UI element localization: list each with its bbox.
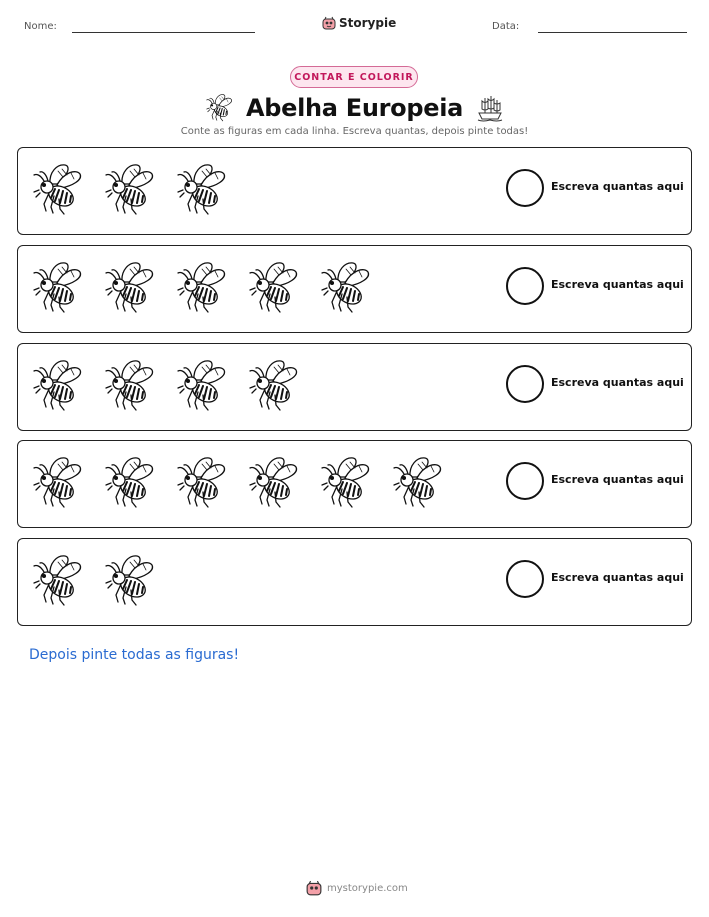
bee-icon[interactable] bbox=[318, 455, 372, 511]
bee-icon[interactable] bbox=[174, 358, 228, 414]
bee-icon[interactable] bbox=[174, 162, 228, 218]
footer-note: Depois pinte todas as figuras! bbox=[29, 647, 240, 663]
site-footer bbox=[306, 879, 408, 897]
bee-icon[interactable] bbox=[102, 260, 156, 316]
answer-circle[interactable] bbox=[506, 267, 544, 305]
answer-circle[interactable] bbox=[506, 169, 544, 207]
bee-group bbox=[30, 162, 246, 218]
answer-label: Escreva quantas aqui bbox=[551, 376, 684, 389]
title-row bbox=[0, 90, 709, 126]
bee-icon[interactable] bbox=[30, 553, 84, 609]
bee-icon[interactable] bbox=[246, 455, 300, 511]
storypie-logo-icon bbox=[322, 16, 336, 30]
page-title: Abelha Europeia bbox=[245, 94, 464, 122]
counting-row bbox=[17, 538, 692, 626]
site-url: mystorypie.com bbox=[327, 882, 408, 894]
name-label: Nome: bbox=[24, 21, 57, 32]
bee-icon[interactable] bbox=[102, 553, 156, 609]
counting-row bbox=[17, 440, 692, 528]
bee-icon[interactable] bbox=[246, 358, 300, 414]
bee-icon[interactable] bbox=[102, 162, 156, 218]
answer-circle[interactable] bbox=[506, 365, 544, 403]
answer-circle[interactable] bbox=[506, 560, 544, 598]
storypie-logo-icon bbox=[306, 880, 322, 896]
bee-group bbox=[30, 358, 318, 414]
bee-group bbox=[30, 553, 174, 609]
bee-icon[interactable] bbox=[174, 455, 228, 511]
instructions: Conte as figuras em cada linha. Escreva quantas, depois pinte todas! bbox=[180, 126, 529, 137]
ship-icon bbox=[475, 93, 505, 123]
name-line[interactable] bbox=[72, 32, 255, 33]
bee-icon[interactable] bbox=[102, 455, 156, 511]
bee-icon bbox=[204, 93, 234, 123]
bee-icon[interactable] bbox=[246, 260, 300, 316]
brand-name: Storypie bbox=[339, 16, 397, 30]
answer-label: Escreva quantas aqui bbox=[551, 278, 684, 291]
bee-icon[interactable] bbox=[102, 358, 156, 414]
bee-icon[interactable] bbox=[30, 358, 84, 414]
counting-row bbox=[17, 147, 692, 235]
date-label: Data: bbox=[492, 21, 520, 32]
bee-group bbox=[30, 455, 462, 511]
bee-icon[interactable] bbox=[174, 260, 228, 316]
counting-row bbox=[17, 245, 692, 333]
bee-icon[interactable] bbox=[318, 260, 372, 316]
activity-badge: CONTAR E COLORIR bbox=[290, 66, 418, 88]
bee-group bbox=[30, 260, 390, 316]
bee-icon[interactable] bbox=[30, 260, 84, 316]
counting-row bbox=[17, 343, 692, 431]
answer-label: Escreva quantas aqui bbox=[551, 473, 684, 486]
answer-label: Escreva quantas aqui bbox=[551, 180, 684, 193]
answer-label: Escreva quantas aqui bbox=[551, 571, 684, 584]
answer-circle[interactable] bbox=[506, 462, 544, 500]
bee-icon[interactable] bbox=[390, 455, 444, 511]
brand-logo bbox=[322, 14, 396, 32]
bee-icon[interactable] bbox=[30, 455, 84, 511]
bee-icon[interactable] bbox=[30, 162, 84, 218]
date-line[interactable] bbox=[538, 32, 687, 33]
